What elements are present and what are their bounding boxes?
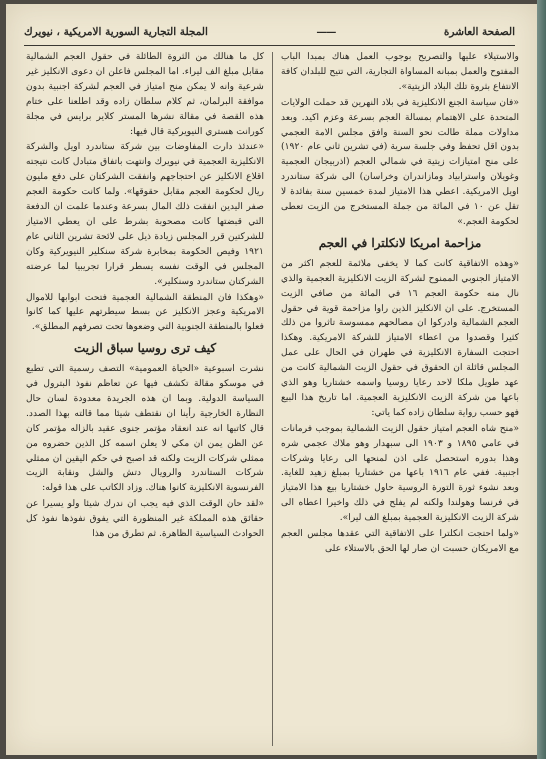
right-paragraph: «ولما احتجت انكلترا على الاتفاقية التي عقدها مجلس العجم مع الامريكان حسبت ان صار لها الحق بالاستلاء على xyxy=(281,528,519,554)
right-paragraph: والاستيلاء عليها والتصريح بوجوب العمل هناك بمبدا الباب المفتوح والعمل بمبانه المساواة التجارية، التي تتيح للبلدان كافة الانتفاع بثروة تلك البلاد الزيتية». xyxy=(281,51,519,92)
header-rule xyxy=(24,45,515,46)
left-paragraph: «وهكذا فان المنطقة الشمالية العجمية فتحت ابوابها للاموال الامريكية وعجز الانكليز عن بسط سيطرتهم عليها كما كانوا فعلوا بالمنطقة الجنوبية التي وضعوها تحت تصرفهم المطلق». xyxy=(26,291,264,333)
right-paragraph: «وهذه الاتفاقية كانت كما لا يخفى ملائمة للعجم اكثر من الامتياز الجنوبي الممنوح لشركة الزيت الانكليزية العجمية والذي نال منه حكومة العجم ١٦ في المائة من صافي الزيت المستخرج. على ان الانكليز الذين راوا مزاحمة قوية في حقول العجم الشمالية وادركوا ان مصالحهم ممسوسة تاثروا من ذلك كثيرا وقصدوا من اعطاء الامتياز للشركة الامريكية. وهكذا احتجت السفارة الانكليزية في طهران في الحال على عمل المجلس قائلة ان الحقوق في حقول الزيت الشمالية كانت من عهد طويل ملكا لاحد رعايا روسيا واسمه خشتاريا وهو الذي باعها من شركة الزيت الانكليزية العجمية. اما تاريخ هذا البيع فهو حسب رواية سلطان زاده كما ياتي: xyxy=(281,257,519,418)
left-column xyxy=(26,50,264,745)
book-binding-edge xyxy=(537,0,546,759)
page-header xyxy=(24,22,515,42)
right-paragraph: «منح شاه العجم امتياز حقول الزيت الشمالية بموجب فرمانات في عامي ١٨٩٥ و ١٩٠٣ الى سبهدار وهو ملاك عجمي شره وهذا بدوره استحصل على اذن لمنحها الى رعايا وشركات اجنبية. ففي عام ١٩١٦ باعها من خشتاريا بمبلغ زهيد للغاية. وبعد نشوء ثورة التورة الروسية حاول خشتاريا بيع هذا الامتياز في فرنسا وهولندا ولكنه لم يفلح في ذلك واخيرا اعطاه الى شركة الزيت الانكليزية العجمية بمبلغ الف ليرا». xyxy=(281,422,519,524)
page-number-label: الصفحة العاشرة xyxy=(443,26,515,38)
header-separator: —— xyxy=(316,26,336,38)
left-paragraph: «عندئذ دارت المفاوضات بين شركة ستاندرد اويل والشركة الانكليزية العجمية في نيويرك وانتهت باتفاق متبادل كانت نتيجته اقلاع الانكليز عن احتجاجهم وانفقت الشركتان على دفع مليون ريال لحكومة العجم مقابل حقوقها». ولما كانت حكومة العجم صفر اليدين انفقت ذلك المال بسرعة وعندما علمت ان الدفعة التي قبضتها كانت مصحوبة بشرط على ان يعطي الامتياز للشركتين قرر المجلس زيادة ذيل على لائحة تشرين الثاني عام ١٩٢١ وفيص الحكومة بمخابرة شركة سنكلير النيويركية وكان المجلس في الوقت نفسه يسطر قرارا تجريبيا لما عرضته الشركتان ستاندرد وسنكلير». xyxy=(26,141,264,287)
right-paragraph: «فان سياسة الجنع الانكليزية في بلاد النهرين قد حملت الولايات المتحدة على الاهتمام بمسالة العجم بسرعة وعزم اكيد. وبعد مداولات مملة طالت نحو السنة وافق مجلس الامة العجمي بدون اقل تحفظ وفي جلسة سرية (في تشرين ثاني عام ١٩٢٠) على منح امتيازات زيتية في شمالي العجم (اذربيجان العجمية وغويلان واسترابياد ومازاندران وخراسان) الى شركة ستاندرد اويل الامريكية. اعطي هذا الامتياز لمدة خمسين سنة بفائدة لا تقل عن ١٠ في المائة من جملة المستخرج من الزيت تعطى لحكومة العجم.» xyxy=(281,96,519,227)
left-paragraph: نشرت اسبوعية «الحياة العمومية» التصف رسمية التي تطبع في موسكو مقالة تكشف فيها عن تعاظم نفوذ البترول في السياسة الدولية. وبما ان هذه الجريدة معدودة لسان حال النظارة الخارجية رأينا ان نقتطف شيئا مما قالته بهذا الصدد. قال كاتبها انه عند انعقاد مؤتمر جنوى عقيد بالزاله مؤتمر كان عن الظن يمن ان مكي لا يعلن اسمه كل الذين حضروه من ممثلي شركات الزيت ولكنه قد اصبح في حكم اليقين ان ممثلي شركات الستاندرد والرويال دتش والشل ونقابة الزيت الفرنسوية الانكليزية كانوا هناك. وزاد الكاتب على هذا قوله: xyxy=(26,363,264,494)
newspaper-page xyxy=(6,4,537,755)
section-heading-russia-oil: كيف ترى روسيا سباق الزيت xyxy=(73,341,217,356)
journal-title: المجلة التجارية السورية الامريكية ، نيويرك xyxy=(24,26,208,38)
left-paragraph: كل ما هنالك من الثروة الطائلة في حقول العجم الشمالية مقابل مبلغ الف ليراء. اما المجلس فاعلن ان دعوى الانكليز غير شرعية وانه لا يمكن منح امتياز في العجم لشركة اجنبية بدون موافقة البرلمان، ثم كلام سلطان زاده وقد اطلعنا على ختام هذه القصة في مقالة نشرها المستر كلاير برايس في مجلة كورانت هستري النيويركية قال فيها: xyxy=(26,51,264,137)
left-paragraph: «لقد حان الوقت الذي فيه يجب ان ندرك شيئا ولو يسيرا عن حقائق هذه المملكة غير المنظورة التي يفوق نفوذها نفوذ كل الحوادث السياسية الظاهرة. ثم تطرق من هذا xyxy=(26,498,264,540)
section-heading-america-england: مزاحمة امريكا لانكلترا في العجم xyxy=(318,235,482,250)
column-divider xyxy=(272,52,273,746)
right-column xyxy=(281,50,519,745)
